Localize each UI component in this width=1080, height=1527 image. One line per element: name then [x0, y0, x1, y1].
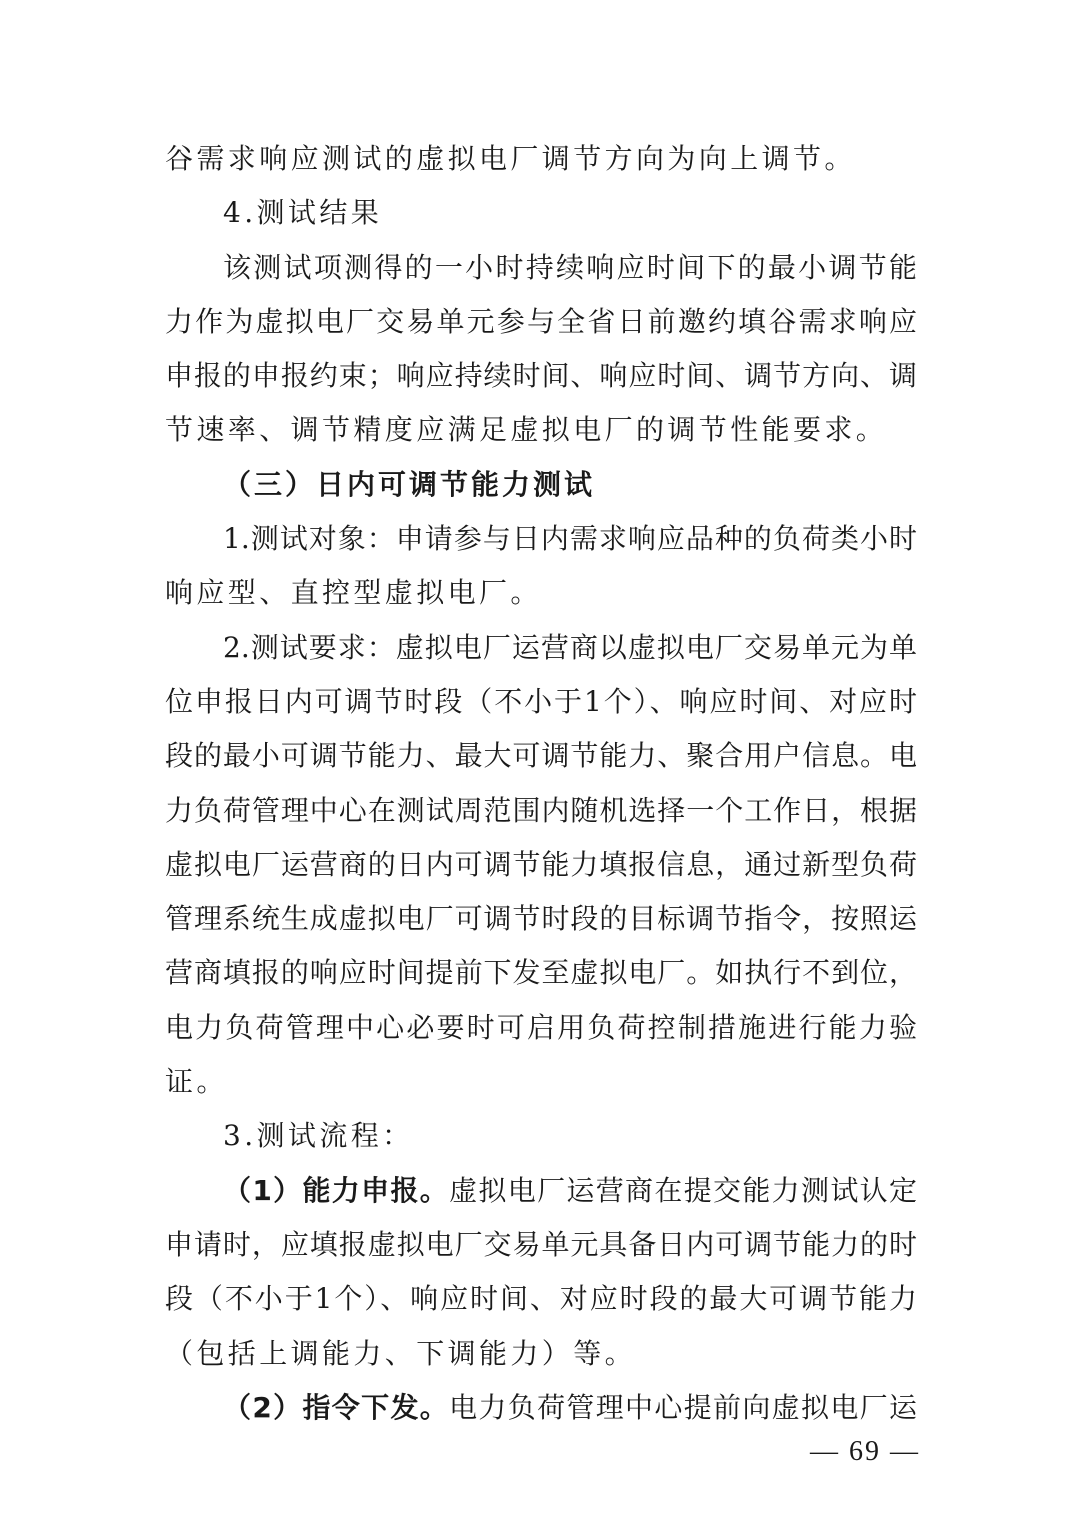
paragraph-line: （包括上调能力、下调能力）等。	[165, 1336, 637, 1370]
paragraph-line: 申报的申报约束；响应持续时间、响应时间、调节方向、调	[165, 359, 917, 393]
paragraph-line	[165, 1164, 917, 1218]
paragraph-line: 谷需求响应测试的虚拟电厂调节方向为向上调节。	[165, 142, 856, 175]
paragraph-line: 管理系统生成虚拟电厂可调节时段的目标调节指令，按照运	[165, 902, 917, 936]
paragraph-line-rest: 虚拟电厂运营商在提交能力测试认定	[449, 1173, 917, 1207]
paragraph-line: 力作为虚拟电厂交易单元参与全省日前邀约填谷需求响应	[165, 304, 917, 338]
paragraph-line: 1.测试对象：申请参与日内需求响应品种的负荷类小时	[223, 522, 917, 556]
section-heading: （三）日内可调节能力测试	[223, 467, 596, 501]
paragraph-line: 营商填报的响应时间提前下发至虚拟电厂。如执行不到位，	[165, 956, 917, 990]
paragraph-line: 2.测试要求：虚拟电厂运营商以虚拟电厂交易单元为单	[223, 630, 917, 664]
paragraph-line: 响应型、直控型虚拟电厂。	[165, 576, 542, 610]
paragraph-line: 电力负荷管理中心必要时可启用负荷控制措施进行能力验	[165, 1010, 917, 1044]
paragraph-line	[165, 1381, 917, 1435]
paragraph-line: 虚拟电厂运营商的日内可调节能力填报信息，通过新型负荷	[165, 847, 917, 881]
paragraph-line: 节速率、调节精度应满足虚拟电厂的调节性能要求。	[165, 413, 888, 447]
paragraph-line: 段的最小可调节能力、最大可调节能力、聚合用户信息。电	[165, 739, 917, 773]
paragraph-line: 该测试项测得的一小时持续响应时间下的最小调节能	[223, 250, 917, 284]
section-label: 4.测试结果	[223, 196, 383, 230]
bold-lead-label: （2）指令下发。	[223, 1390, 450, 1424]
paragraph-line: 力负荷管理中心在测试周范围内随机选择一个工作日，根据	[165, 793, 917, 827]
paragraph-line: 证。	[165, 1065, 228, 1099]
body-text	[165, 132, 917, 1435]
paragraph-line: 段（不小于1个）、响应时间、对应时段的最大可调节能力	[165, 1282, 917, 1316]
paragraph-line: 申请时，应填报虚拟电厂交易单元具备日内可调节能力的时	[165, 1227, 917, 1261]
paragraph-line: 位申报日内可调节时段（不小于1个）、响应时间、对应时	[165, 684, 917, 718]
bold-lead-label: （1）能力申报。	[223, 1173, 450, 1207]
page-number: — 69 —	[810, 1436, 920, 1467]
section-label: 3.测试流程：	[223, 1119, 414, 1153]
paragraph-line-rest: 电力负荷管理中心提前向虚拟电厂运	[449, 1390, 917, 1424]
